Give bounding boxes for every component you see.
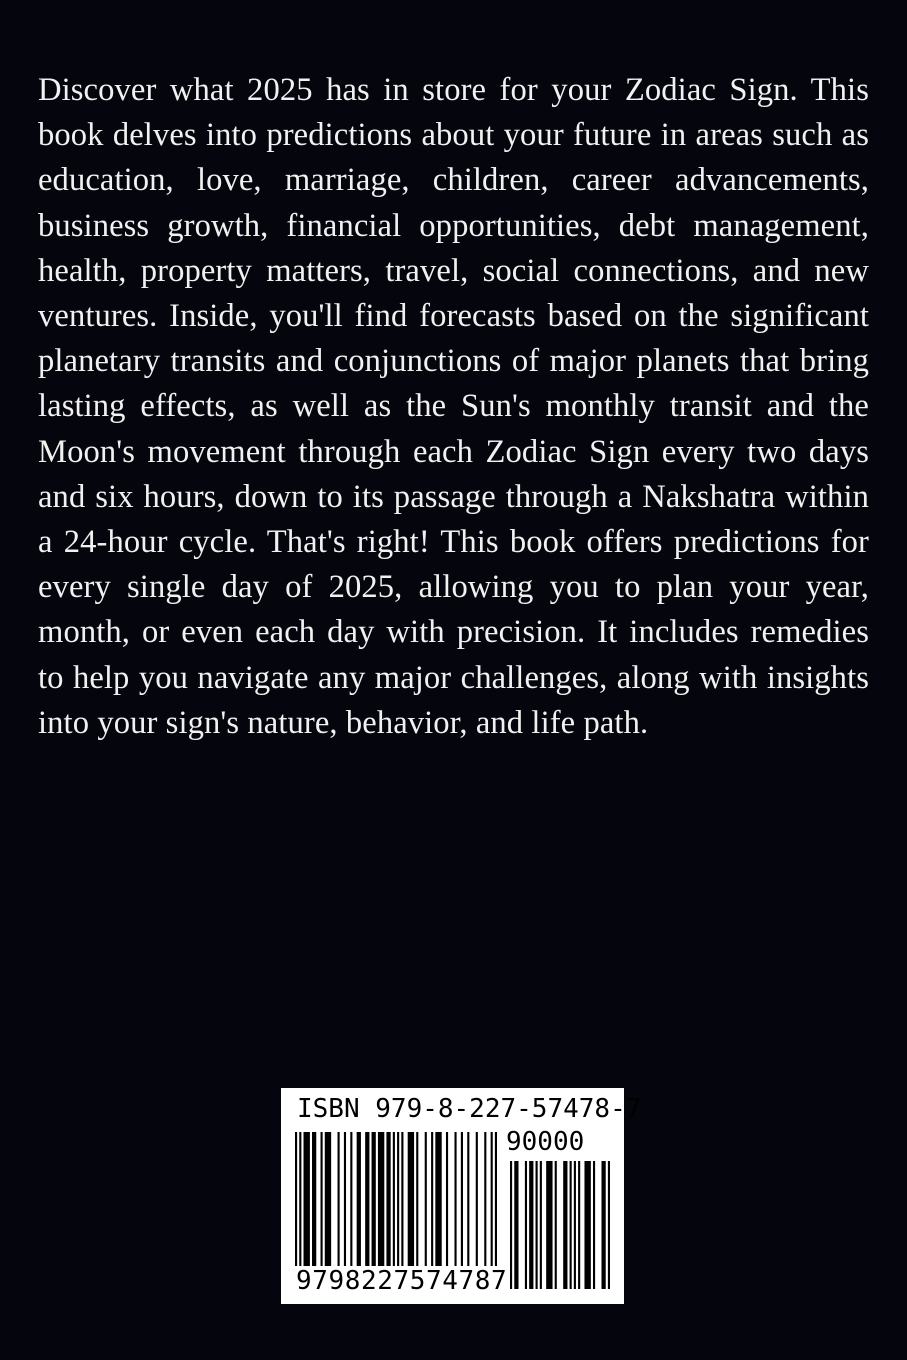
barcode-bar [401, 1132, 403, 1266]
addon-bar [510, 1161, 512, 1289]
barcode-bar [365, 1132, 369, 1266]
barcode-bar [416, 1132, 418, 1266]
addon-bar [570, 1161, 572, 1289]
barcode-bar [378, 1132, 384, 1266]
book-description: Discover what 2025 has in store for your Zodiac Sign. This book delves into predictions about your future in areas such as education, love, marriage, children, career advancements, business growth, financial opportunities, debt management, health, property matters, travel, social connections, and new ventures. Inside, you'll find forecasts based on the significant planetary transits and conjunctions of major planets that bring lasting effects, as well as the Sun's monthly transit and the Moon's movement through each Zodiac Sign every two days and six hours, down to its passage through a Nakshatra within a 24-hour cycle. That's right! This book offers predictions for every single day of 2025, allowing you to plan your year, month, or even each day with precision. It includes remedies to help you navigate any major challenges, along with insights into your sign's nature, behavior, and life path. [38, 72, 869, 741]
barcode-bar [357, 1132, 361, 1266]
barcode-bar [397, 1132, 399, 1266]
barcode-bar [350, 1132, 352, 1266]
barcode-bar [495, 1132, 497, 1266]
barcode-bar [321, 1132, 323, 1266]
barcode-bar [461, 1132, 463, 1266]
addon-bar [525, 1161, 527, 1289]
addon-bar [593, 1161, 595, 1289]
barcode-bar [491, 1132, 493, 1266]
barcode-bar [476, 1132, 478, 1266]
barcode-bar [325, 1132, 331, 1266]
barcode-bar [386, 1132, 390, 1266]
barcode-bar [338, 1132, 340, 1266]
barcode-bar [425, 1132, 427, 1266]
addon-bar [578, 1161, 580, 1289]
isbn-label: ISBN 979-8-227-57478-7 [297, 1094, 642, 1124]
ean13-barcode-bars [295, 1132, 497, 1266]
barcode-bar [435, 1132, 441, 1266]
price-addon-barcode-bars [510, 1161, 610, 1289]
addon-bar [529, 1161, 533, 1289]
addon-bar [574, 1161, 576, 1289]
price-code: 90000 [506, 1127, 585, 1157]
barcode-bar [454, 1132, 456, 1266]
addon-bar [584, 1161, 590, 1289]
ean-digits: 9798227574787 [296, 1266, 508, 1296]
addon-bar [608, 1161, 610, 1289]
barcode-bar [344, 1132, 346, 1266]
barcode-bar [295, 1132, 297, 1266]
barcode-bar [408, 1132, 414, 1266]
addon-bar [540, 1161, 542, 1289]
barcode-bar [299, 1132, 301, 1266]
barcode-bar [372, 1132, 376, 1266]
barcode-bar [312, 1132, 316, 1266]
barcode-bar [484, 1132, 486, 1266]
addon-bar [601, 1161, 605, 1289]
addon-bar [563, 1161, 567, 1289]
barcode-bar [393, 1132, 395, 1266]
barcode-bar [446, 1132, 448, 1266]
addon-bar [546, 1161, 552, 1289]
barcode-bar [431, 1132, 433, 1266]
isbn-barcode-panel [281, 1088, 642, 1304]
addon-bar [514, 1161, 518, 1289]
barcode-bar [304, 1132, 310, 1266]
addon-bar [555, 1161, 557, 1289]
addon-bar [536, 1161, 538, 1289]
barcode-bar [467, 1132, 469, 1266]
